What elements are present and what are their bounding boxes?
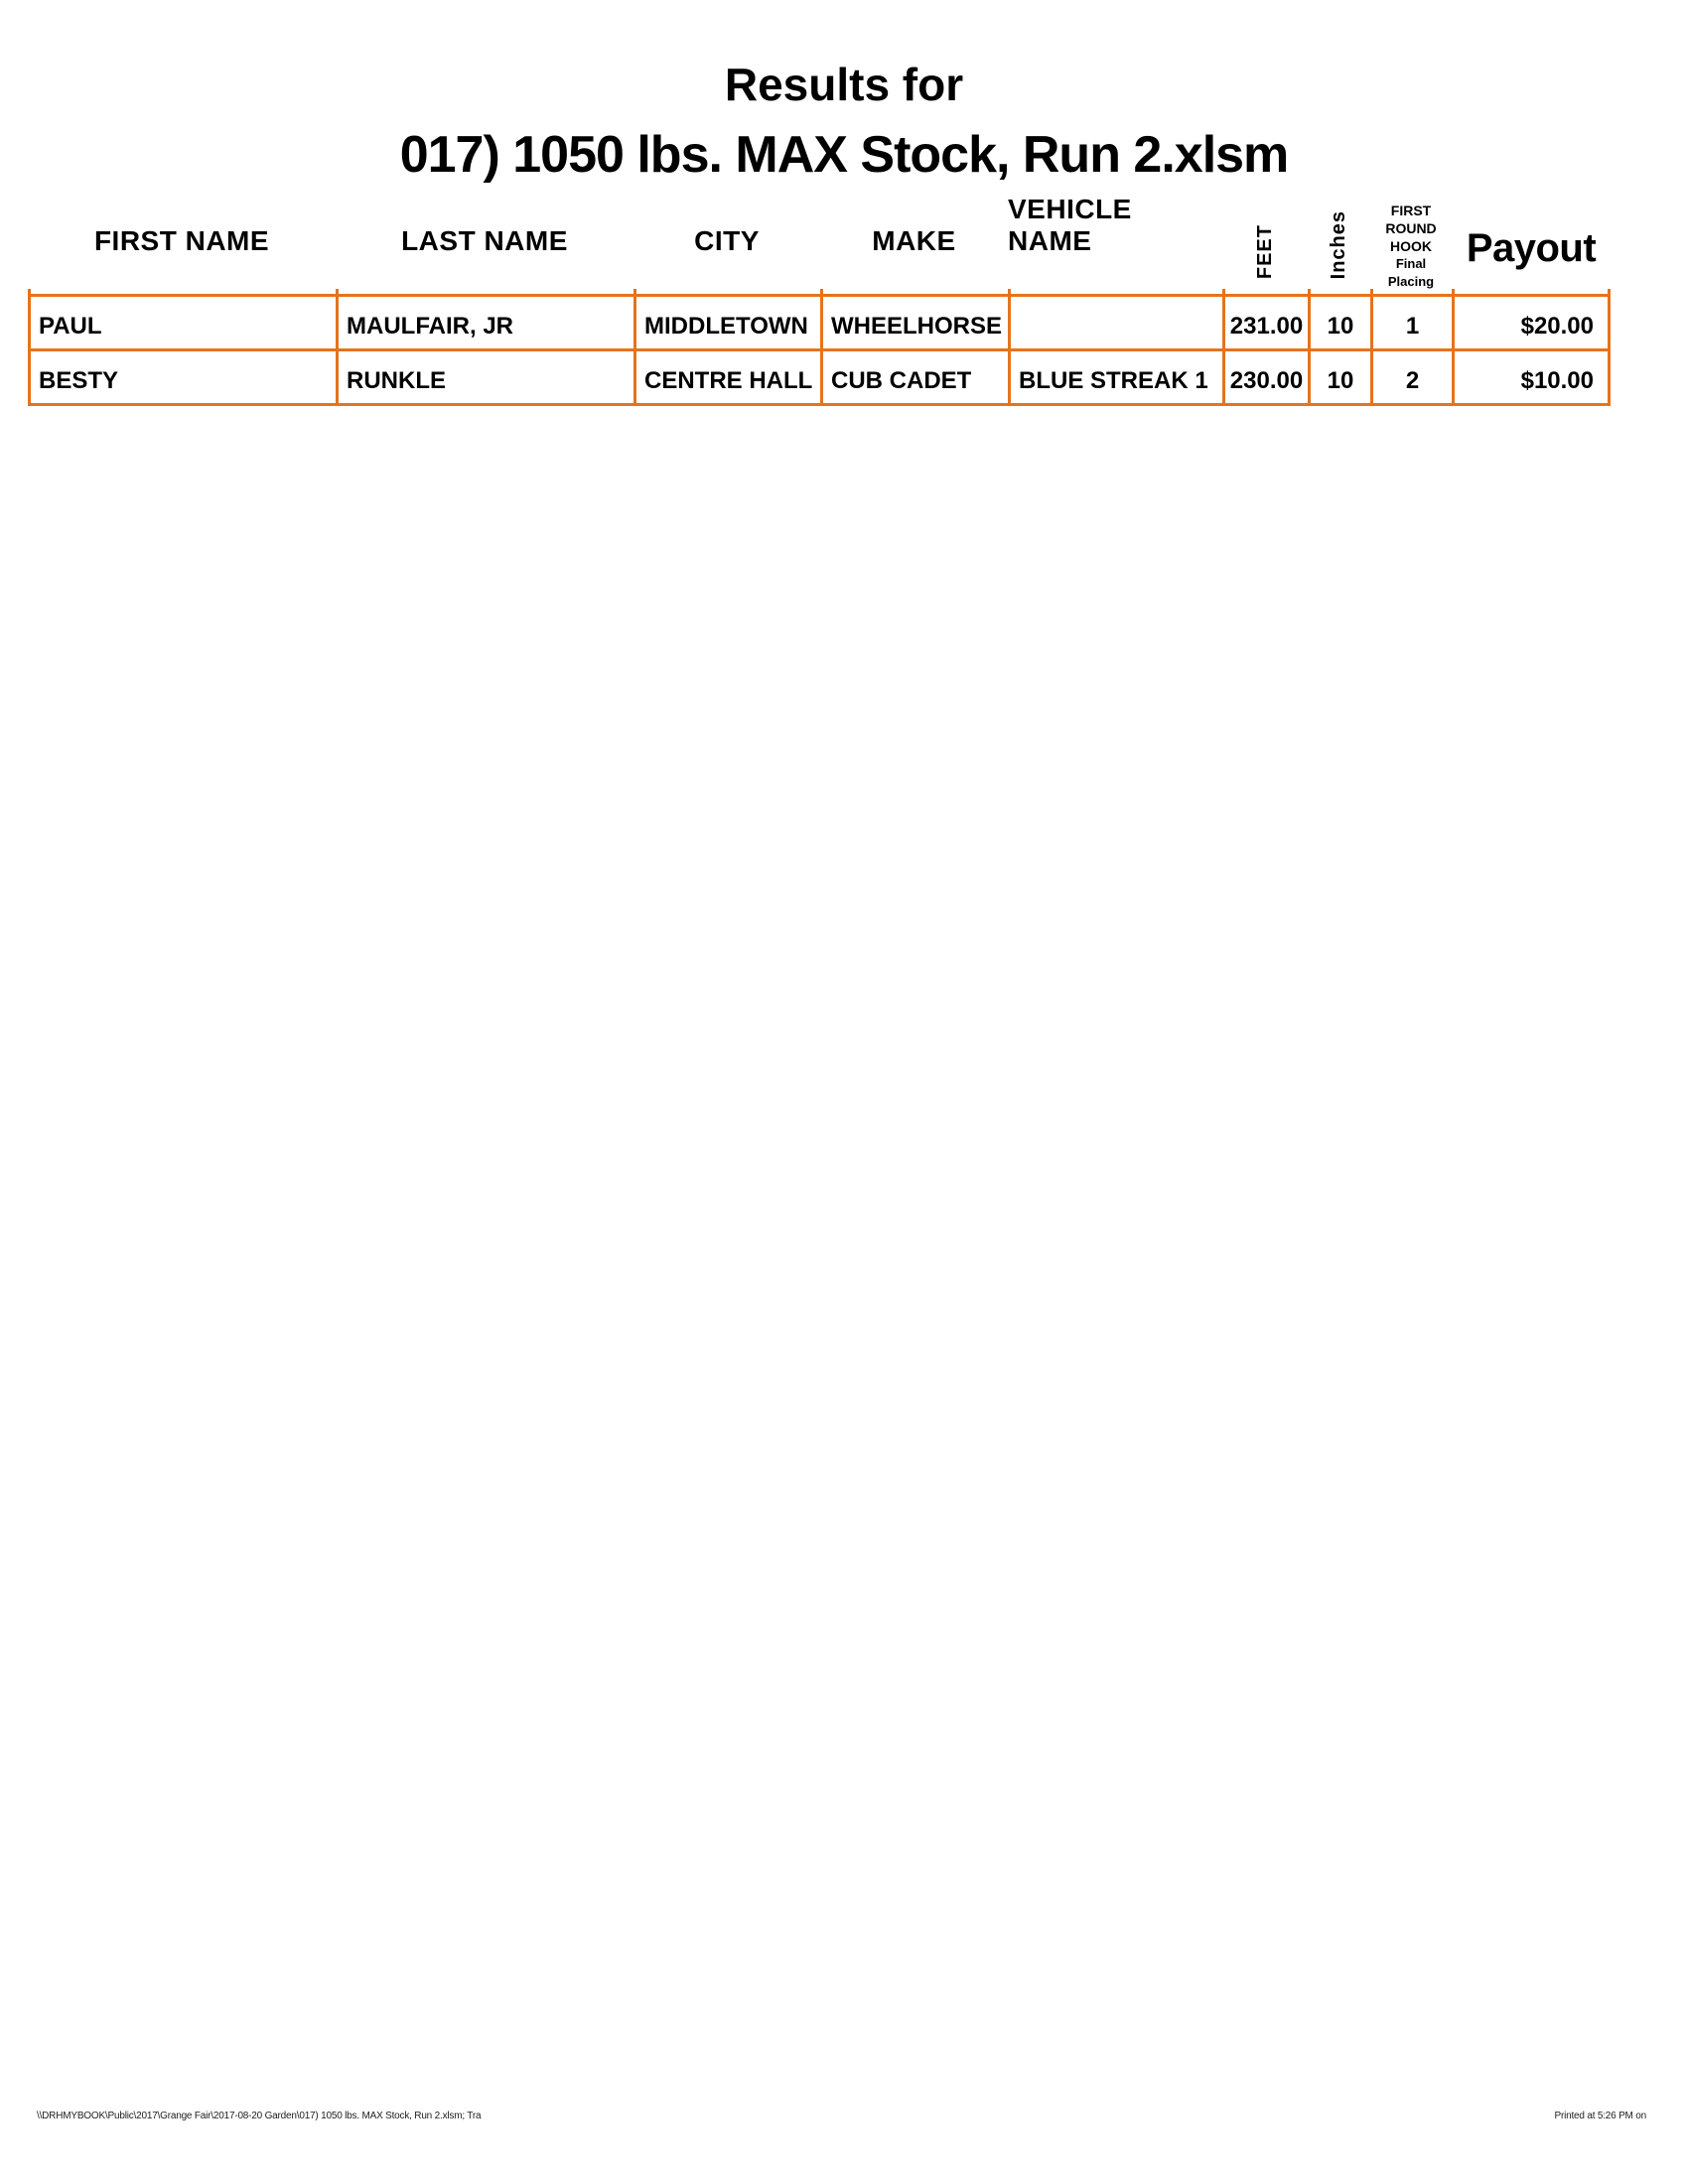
inches-rotated-label: Inches [1328,209,1349,279]
table-header-row [28,194,1611,294]
column-tick [1370,289,1373,295]
cell-make: CUB CADET [820,351,1008,403]
cell-last-name: RUNKLE [336,351,633,403]
feet-rotated-label: FEET [1253,223,1276,279]
cell-inches: 10 [1308,297,1370,348]
hook-label-line: FIRST [1390,203,1432,218]
footer-file-path: \\DRHMYBOOK\Public\2017\Grange Fair\2017-08-20 Garden\017) 1050 lbs. MAX Stock, Run 2.xlsm; Tra [37,2111,482,2121]
hook-label-stack [1385,202,1436,291]
cell-payout: $10.00 [1452,351,1608,403]
hook-label-line: HOOK [1390,238,1432,254]
cell-make: WHEELHORSE [820,297,1008,348]
cell-first-name: PAUL [39,313,102,340]
hook-label-line: ROUND [1385,220,1437,236]
cell-payout: $20.00 [1452,297,1608,348]
column-header-first-round-hook [1370,194,1452,295]
cell-placing: 1 [1370,297,1452,348]
cell-city: MIDDLETOWN [633,297,820,348]
column-header-inches [1308,194,1370,295]
cell-feet: 230.00 [1222,351,1308,403]
column-header-feet [1222,194,1308,295]
column-header-vehicle-name: VEHICLE NAME [1008,194,1132,256]
page-title-line2: 017) 1050 lbs. MAX Stock, Run 2.xlsm [399,126,1289,184]
column-tick [1608,289,1611,295]
column-tick [1222,289,1225,295]
cell-vehicle-name: BLUE STREAK 1 [1008,351,1222,403]
column-header-payout: Payout [1466,226,1597,270]
cell-city: CENTRE HALL [633,351,820,403]
column-tick [336,289,339,295]
column-tick [28,289,31,295]
cell-feet: 231.00 [1222,297,1308,348]
cell-vehicle-name [1008,297,1222,348]
column-header-make: MAKE [872,225,956,256]
hook-label-line: Final [1395,256,1427,271]
column-header-first-name: FIRST NAME [93,225,270,256]
column-tick [1452,289,1455,295]
cell-first-name: BESTY [39,367,119,394]
results-table [28,294,1611,406]
cell-placing: 2 [1370,351,1452,403]
column-tick [820,289,823,295]
column-header-last-name: LAST NAME [401,225,568,256]
column-tick [633,289,636,295]
cell-inches: 10 [1308,351,1370,403]
column-tick [1308,289,1311,295]
column-tick [1008,289,1011,295]
table-row [28,348,1611,406]
table-row [28,294,1611,351]
column-header-city: CITY [694,225,760,256]
hook-label-line: Placing [1387,274,1435,289]
page-title-line1: Results for [724,59,964,110]
footer-printed-at: Printed at 5:26 PM on [1554,2111,1646,2121]
cell-last-name: MAULFAIR, JR [336,297,633,348]
